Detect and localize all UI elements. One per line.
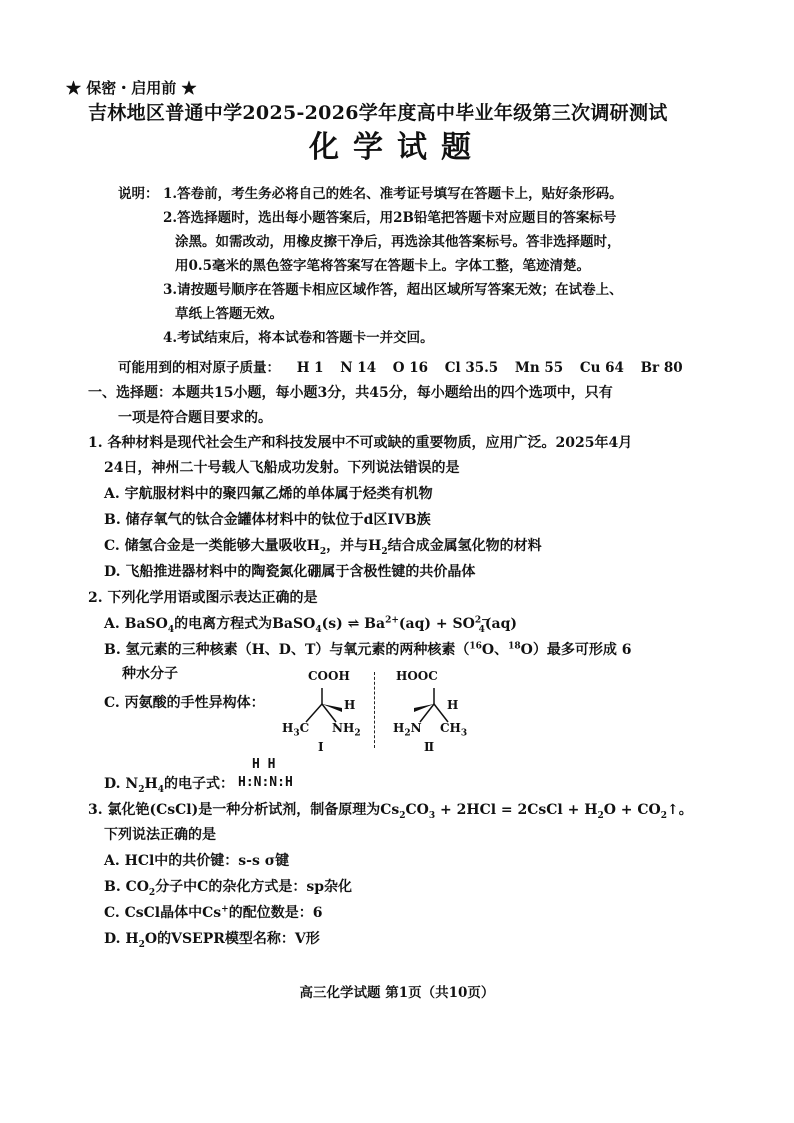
mass-item: N 14 xyxy=(340,360,377,376)
instruction-line: 4.考试结束后，将本试卷和答题卡一并交回。 xyxy=(163,330,434,346)
question-2-option-c: C. 丙氨酸的手性异构体： xyxy=(104,695,265,711)
question-2-option-b-cont: 种水分子 xyxy=(122,666,178,682)
question-2-option-d: D. $N_2H_4$的电子式： xyxy=(104,776,234,795)
isomer-i-nh2: $NH_2$ xyxy=(332,721,361,739)
mass-item: Cu 64 xyxy=(579,360,624,376)
question-1-option-c: C. 储氢合金是一类能够大量吸收$H_2$，并与$H_2$结合成金属氢化物的材料 xyxy=(104,538,542,557)
isomer-ii-h2n: $H_2N$ xyxy=(393,721,422,739)
mass-item: Mn 55 xyxy=(514,360,564,376)
isomer-i-label: I xyxy=(318,740,324,754)
question-3-option-b: B. $CO_2$分子中C的杂化方式是：sp杂化 xyxy=(104,879,353,898)
question-2-option-b: B. 氢元素的三种核素（H、D、T）与氧元素的两种核素（$^{16}$O、$^{18}$O）最多可形成 6 xyxy=(104,641,632,658)
instructions-label: 说明： xyxy=(118,186,159,202)
question-2-stem: 2. 下列化学用语或图示表达正确的是 xyxy=(88,590,318,606)
isomer-i-cooh: COOH xyxy=(308,669,350,683)
isomer-ii-label: Ⅱ xyxy=(424,740,435,754)
atomic-masses-label: 可能用到的相对原子质量： xyxy=(118,360,280,376)
exam-school-title: 吉林地区普通中学2025-2026学年度高中毕业年级第三次调研测试 xyxy=(88,102,668,124)
instruction-line: 草纸上答题无效。 xyxy=(175,306,283,322)
section-heading: 一、选择题：本题共15小题，每小题3分，共45分，每小题给出的四个选项中，只有 xyxy=(88,385,613,401)
bond-line xyxy=(306,704,322,722)
section-heading-cont: 一项是符合题目要求的。 xyxy=(118,410,272,426)
atomic-masses xyxy=(118,355,695,381)
question-3-stem: 3. 氯化铯(CsCl)是一种分析试剂，制备原理为$Cs_2CO_3 + 2HCl$ = 2CsCl + $H_2O$ + $CO_2↑$。 xyxy=(88,802,693,821)
confidential-mark: ★ 保密・启用前 ★ xyxy=(66,79,197,97)
question-3-stem-cont: 下列说法正确的是 xyxy=(104,827,216,843)
instruction-line: 2.答选择题时，选出每小题答案后，用2B铅笔把答题卡对应题目的答案标号 xyxy=(163,210,617,226)
question-1-option-a: A. 宇航服材料中的聚四氟乙烯的单体属于烃类有机物 xyxy=(104,486,433,502)
isomer-ii-ch3: $CH_3$ xyxy=(440,721,468,739)
instruction-line: 用0.5毫米的黑色签字笔将答案写在答题卡上。字体工整，笔迹清楚。 xyxy=(175,258,590,274)
isomer-ii-hooc: HOOC xyxy=(396,669,438,683)
isomer-ii-h: H xyxy=(447,698,459,712)
isomer-i-ch3: $H_3C$ xyxy=(282,721,310,739)
question-3-option-d: D. $H_2O$的VSEPR模型名称：V形 xyxy=(104,931,320,950)
instruction-line: 涂黑。如需改动，用橡皮擦干净后，再选涂其他答案标号。答非选择题时， xyxy=(175,234,621,250)
instruction-line: 3.请按题号顺序在答题卡相应区域作答，超出区域所写答案无效；在试卷上、 xyxy=(163,282,623,298)
mass-item: H 1 xyxy=(296,360,324,376)
page-footer: 高三化学试题 第1页（共10页） xyxy=(299,985,495,1001)
question-1-stem-cont: 24日，神州二十号载人飞船成功发射。下列说法错误的是 xyxy=(104,460,460,476)
mass-item: Cl 35.5 xyxy=(444,360,499,376)
question-3-option-a: A. HCl中的共价键：s-s σ键 xyxy=(104,853,290,869)
mass-item: O 16 xyxy=(392,360,429,376)
mass-item: Br 80 xyxy=(640,360,683,376)
question-3-option-c: C. CsCl晶体中Cs+的配位数是：6 xyxy=(104,904,323,921)
question-1-option-b: B. 储存氧气的钛合金罐体材料中的钛位于d区IVB族 xyxy=(104,512,431,528)
instruction-line: 1.答卷前，考生务必将自己的姓名、准考证号填写在答题卡上，贴好条形码。 xyxy=(163,186,623,202)
question-2-option-a: A. BaSO$_4$的电离方程式为BaSO$_4$(s) ⇌ $Ba^{2+}(aq) + SO^{2-}_4(aq)$ xyxy=(104,615,517,635)
electron-formula: H:N:N:H xyxy=(238,775,293,790)
question-1-option-d: D. 飞船推进器材料中的陶瓷氮化硼属于含极性键的共价晶体 xyxy=(104,564,476,580)
electron-formula-top-h: H H xyxy=(252,757,276,772)
isomer-i-h: H xyxy=(344,698,356,712)
question-1-stem: 1. 各种材料是现代社会生产和科技发展中不可或缺的重要物质，应用广泛。2025年4月 xyxy=(88,435,633,451)
subject-title: 化学试题 xyxy=(309,130,485,165)
bond-line xyxy=(434,704,448,722)
isomer-divider xyxy=(374,672,375,748)
